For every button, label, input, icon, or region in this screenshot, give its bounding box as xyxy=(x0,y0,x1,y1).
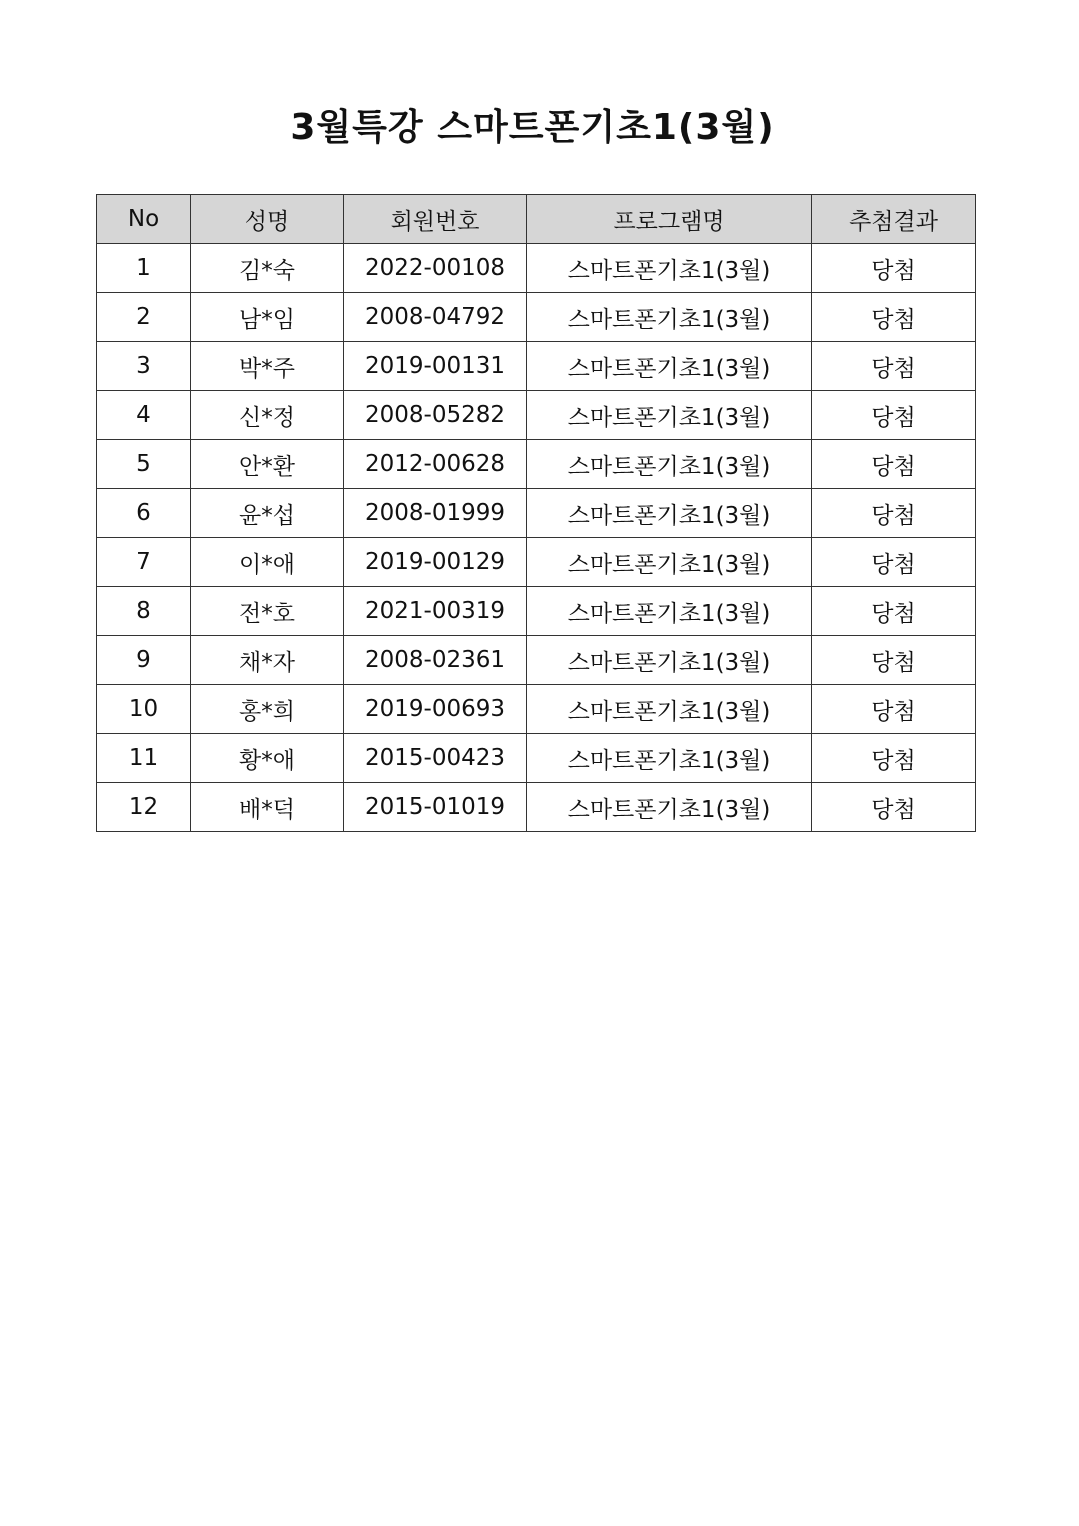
cell-no: 6 xyxy=(97,489,191,538)
cell-name: 황*애 xyxy=(191,734,344,783)
cell-program-name: 스마트폰기초1(3월) xyxy=(527,685,812,734)
cell-program-name: 스마트폰기초1(3월) xyxy=(527,636,812,685)
cell-no: 8 xyxy=(97,587,191,636)
cell-draw-result: 당첨 xyxy=(812,440,976,489)
cell-draw-result: 당첨 xyxy=(812,734,976,783)
table-row xyxy=(97,587,976,636)
cell-member-number: 2021-00319 xyxy=(344,587,527,636)
cell-draw-result: 당첨 xyxy=(812,244,976,293)
cell-member-number: 2019-00693 xyxy=(344,685,527,734)
cell-name: 박*주 xyxy=(191,342,344,391)
cell-no: 12 xyxy=(97,783,191,832)
cell-no: 3 xyxy=(97,342,191,391)
cell-draw-result: 당첨 xyxy=(812,391,976,440)
header-program-name: 프로그램명 xyxy=(527,195,812,244)
cell-draw-result: 당첨 xyxy=(812,538,976,587)
cell-member-number: 2022-00108 xyxy=(344,244,527,293)
table-row xyxy=(97,342,976,391)
cell-name: 배*덕 xyxy=(191,783,344,832)
cell-no: 5 xyxy=(97,440,191,489)
cell-name: 전*호 xyxy=(191,587,344,636)
cell-no: 9 xyxy=(97,636,191,685)
cell-draw-result: 당첨 xyxy=(812,685,976,734)
page-title: 3월특강 스마트폰기초1(3월) xyxy=(290,107,775,148)
cell-name: 김*숙 xyxy=(191,244,344,293)
cell-no: 2 xyxy=(97,293,191,342)
cell-no: 1 xyxy=(97,244,191,293)
cell-name: 홍*희 xyxy=(191,685,344,734)
lottery-result-table xyxy=(96,194,976,832)
cell-draw-result: 당첨 xyxy=(812,783,976,832)
header-draw-result: 추첨결과 xyxy=(812,195,976,244)
cell-program-name: 스마트폰기초1(3월) xyxy=(527,538,812,587)
cell-program-name: 스마트폰기초1(3월) xyxy=(527,734,812,783)
table-body xyxy=(97,244,976,832)
cell-draw-result: 당첨 xyxy=(812,587,976,636)
table-row xyxy=(97,244,976,293)
table-row xyxy=(97,391,976,440)
cell-program-name: 스마트폰기초1(3월) xyxy=(527,440,812,489)
cell-member-number: 2015-00423 xyxy=(344,734,527,783)
table-header-row xyxy=(97,195,976,244)
table-row xyxy=(97,440,976,489)
cell-member-number: 2015-01019 xyxy=(344,783,527,832)
cell-member-number: 2008-05282 xyxy=(344,391,527,440)
cell-name: 남*임 xyxy=(191,293,344,342)
table-row xyxy=(97,783,976,832)
header-no: No xyxy=(97,195,191,244)
cell-name: 안*환 xyxy=(191,440,344,489)
cell-draw-result: 당첨 xyxy=(812,489,976,538)
cell-member-number: 2008-02361 xyxy=(344,636,527,685)
cell-name: 채*자 xyxy=(191,636,344,685)
header-member-number: 회원번호 xyxy=(344,195,527,244)
cell-no: 4 xyxy=(97,391,191,440)
cell-program-name: 스마트폰기초1(3월) xyxy=(527,293,812,342)
cell-no: 11 xyxy=(97,734,191,783)
cell-program-name: 스마트폰기초1(3월) xyxy=(527,244,812,293)
cell-no: 10 xyxy=(97,685,191,734)
table-row xyxy=(97,685,976,734)
table-row xyxy=(97,538,976,587)
cell-draw-result: 당첨 xyxy=(812,293,976,342)
table-row xyxy=(97,636,976,685)
cell-program-name: 스마트폰기초1(3월) xyxy=(527,391,812,440)
cell-program-name: 스마트폰기초1(3월) xyxy=(527,587,812,636)
cell-draw-result: 당첨 xyxy=(812,342,976,391)
cell-program-name: 스마트폰기초1(3월) xyxy=(527,342,812,391)
cell-member-number: 2012-00628 xyxy=(344,440,527,489)
table-header xyxy=(97,195,976,244)
header-name: 성명 xyxy=(191,195,344,244)
cell-name: 윤*섭 xyxy=(191,489,344,538)
cell-member-number: 2019-00129 xyxy=(344,538,527,587)
cell-program-name: 스마트폰기초1(3월) xyxy=(527,783,812,832)
cell-program-name: 스마트폰기초1(3월) xyxy=(527,489,812,538)
table-row xyxy=(97,293,976,342)
cell-member-number: 2019-00131 xyxy=(344,342,527,391)
cell-member-number: 2008-01999 xyxy=(344,489,527,538)
cell-draw-result: 당첨 xyxy=(812,636,976,685)
cell-no: 7 xyxy=(97,538,191,587)
cell-name: 신*정 xyxy=(191,391,344,440)
table-row xyxy=(97,734,976,783)
cell-name: 이*애 xyxy=(191,538,344,587)
cell-member-number: 2008-04792 xyxy=(344,293,527,342)
table-row xyxy=(97,489,976,538)
